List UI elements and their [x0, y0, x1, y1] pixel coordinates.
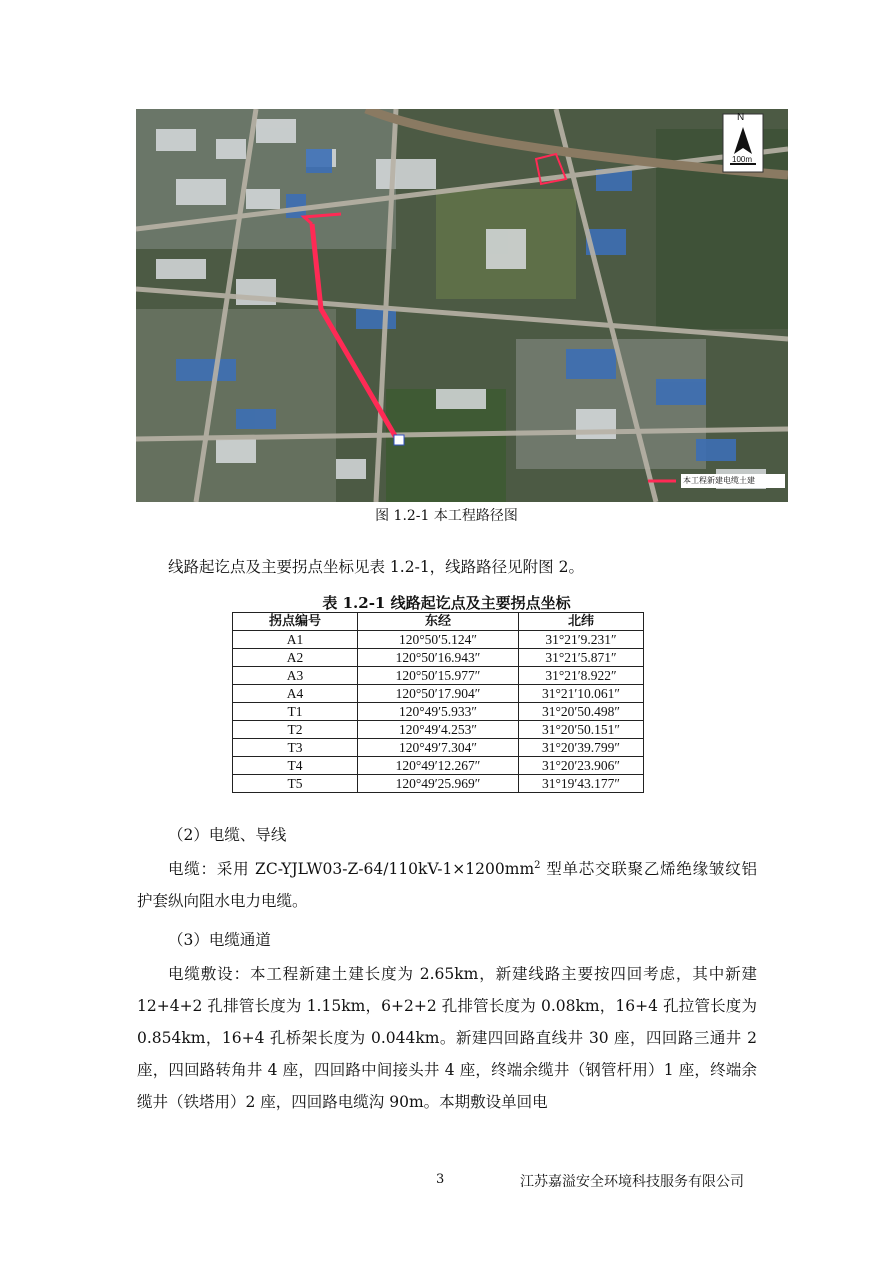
- longitude: 120°50′15.977″: [358, 667, 519, 685]
- header-latitude: 北纬: [519, 613, 644, 631]
- longitude: 120°49′12.267″: [358, 757, 519, 775]
- point-id: T3: [233, 739, 358, 757]
- point-id: T2: [233, 721, 358, 739]
- longitude: 120°50′17.904″: [358, 685, 519, 703]
- point-id: A1: [233, 631, 358, 649]
- longitude: 120°49′7.304″: [358, 739, 519, 757]
- section2-heading: （2）电缆、导线: [168, 826, 287, 844]
- north-label: N: [737, 112, 745, 123]
- figure-caption: 图 1.2-1 本工程路径图: [375, 508, 518, 524]
- longitude: 120°49′5.933″: [358, 703, 519, 721]
- cable-channel-paragraph: 电缆敷设：本工程新建土建长度为 2.65km，新建线路主要按四回考虑，其中新建 12+4+2 孔排管长度为 1.15km，6+2+2 孔排管长度为 0.08km，16+4 孔拉管长度为 0.854km，16+4 孔桥架长度为 0.044km。新建四回路直线井 30 座，四回路三通井 2 座，四回路转角井 4 座，四回路中间接头井 4 座，终端余缆井（钢管杆用）1 座，终端余缆井（铁塔用）2 座，四回路电缆沟 90m。本期敷设单回电: [137, 965, 757, 1111]
- latitude: 31°19′43.177″: [519, 775, 644, 793]
- latitude: 31°21′10.061″: [519, 685, 644, 703]
- latitude: 31°20′23.906″: [519, 757, 644, 775]
- intro-paragraph: 线路起讫点及主要拐点坐标见表 1.2-1，线路路径见附图 2。: [168, 558, 584, 576]
- point-id: A4: [233, 685, 358, 703]
- table-row: [233, 685, 644, 703]
- table-row: [233, 775, 644, 793]
- legend-label: 本工程新建电缆土建: [683, 476, 755, 485]
- latitude: 31°20′50.498″: [519, 703, 644, 721]
- cable-superscript: 2: [534, 859, 541, 871]
- latitude: 31°21′8.922″: [519, 667, 644, 685]
- cable-text-after: 型单芯交联聚乙烯绝缘皱纹铝护套纵向阻水电力电缆。: [137, 860, 757, 910]
- longitude: 120°49′4.253″: [358, 721, 519, 739]
- table-row: [233, 703, 644, 721]
- longitude: 120°49′25.969″: [358, 775, 519, 793]
- point-id: A3: [233, 667, 358, 685]
- table-row: [233, 739, 644, 757]
- point-id: T5: [233, 775, 358, 793]
- table-row: [233, 649, 644, 667]
- point-id: T4: [233, 757, 358, 775]
- satellite-image: [136, 109, 788, 502]
- table-caption: 表 1.2-1 线路起讫点及主要拐点坐标: [322, 594, 571, 612]
- latitude: 31°20′50.151″: [519, 721, 644, 739]
- page-number: 3: [436, 1172, 445, 1187]
- table-row: [233, 667, 644, 685]
- scale-label: 100m: [732, 155, 753, 164]
- table-row: [233, 757, 644, 775]
- longitude: 120°50′16.943″: [358, 649, 519, 667]
- coordinates-table: [232, 612, 644, 793]
- cable-text-before: 电缆：采用 ZC-YJLW03-Z-64/110kV-1×1200mm: [168, 860, 535, 878]
- header-point-id: 拐点编号: [233, 613, 358, 631]
- latitude: 31°20′39.799″: [519, 739, 644, 757]
- latitude: 31°21′5.871″: [519, 649, 644, 667]
- header-longitude: 东经: [358, 613, 519, 631]
- table-header-row: [233, 613, 644, 631]
- point-id: T1: [233, 703, 358, 721]
- footer-company: 江苏嘉溢安全环境科技服务有限公司: [520, 1174, 744, 1190]
- point-id: A2: [233, 649, 358, 667]
- cable-paragraph: [137, 853, 757, 917]
- section3-heading: （3）电缆通道: [168, 931, 271, 949]
- latitude: 31°21′9.231″: [519, 631, 644, 649]
- route-map: [136, 109, 788, 502]
- longitude: 120°50′5.124″: [358, 631, 519, 649]
- table-row: [233, 631, 644, 649]
- table-row: [233, 721, 644, 739]
